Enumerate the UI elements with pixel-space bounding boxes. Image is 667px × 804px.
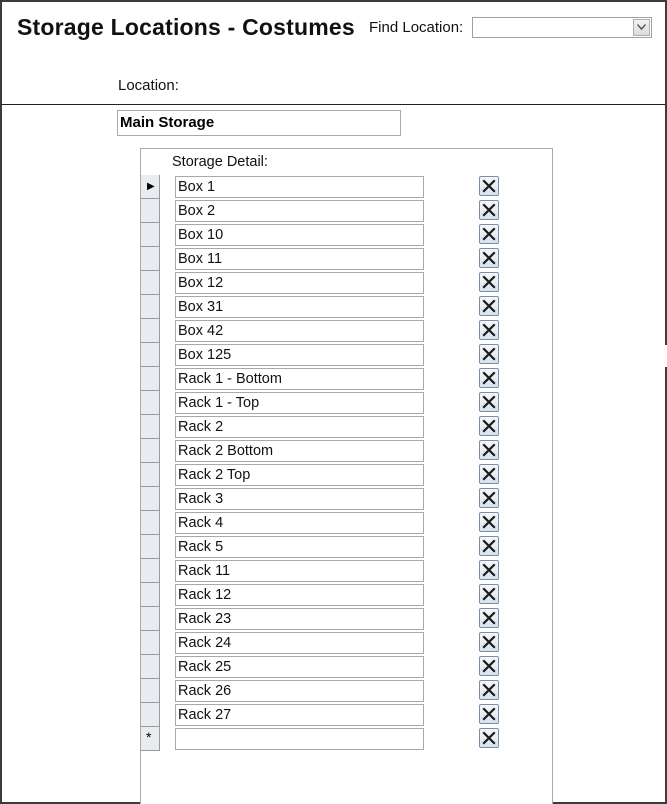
find-location-combobox[interactable] <box>472 17 652 38</box>
record-selector[interactable] <box>141 655 160 679</box>
record-selector[interactable] <box>141 223 160 247</box>
storage-detail-field[interactable]: Box 42 <box>175 320 424 342</box>
storage-detail-row <box>141 487 541 511</box>
storage-detail-field[interactable]: Rack 5 <box>175 536 424 558</box>
delete-button[interactable] <box>479 368 499 388</box>
record-selector[interactable] <box>141 679 160 703</box>
delete-x-icon <box>482 203 496 217</box>
delete-x-icon <box>482 227 496 241</box>
delete-button[interactable] <box>479 632 499 652</box>
header-divider <box>2 104 665 105</box>
storage-detail-row <box>141 607 541 631</box>
delete-button[interactable] <box>479 464 499 484</box>
storage-detail-field[interactable]: Rack 2 Bottom <box>175 440 424 462</box>
delete-button[interactable] <box>479 488 499 508</box>
delete-button[interactable] <box>479 536 499 556</box>
record-selector[interactable] <box>141 391 160 415</box>
page-title: Storage Locations - Costumes <box>17 14 355 40</box>
storage-detail-row <box>141 247 541 271</box>
delete-x-icon <box>482 635 496 649</box>
record-selector[interactable] <box>141 367 160 391</box>
record-selector[interactable] <box>141 535 160 559</box>
record-selector[interactable] <box>141 415 160 439</box>
storage-detail-row <box>141 391 541 415</box>
record-selector[interactable] <box>141 175 160 199</box>
storage-detail-field[interactable]: Box 2 <box>175 200 424 222</box>
chevron-down-icon <box>637 24 646 30</box>
record-selector[interactable] <box>141 703 160 727</box>
storage-detail-row <box>141 703 541 727</box>
delete-x-icon <box>482 539 496 553</box>
storage-detail-row <box>141 463 541 487</box>
storage-detail-field[interactable]: Rack 26 <box>175 680 424 702</box>
storage-detail-row <box>141 295 541 319</box>
delete-x-icon <box>482 587 496 601</box>
record-selector[interactable] <box>141 343 160 367</box>
delete-x-icon <box>482 251 496 265</box>
delete-button[interactable] <box>479 272 499 292</box>
storage-detail-field[interactable]: Box 12 <box>175 272 424 294</box>
storage-detail-label: Storage Detail: <box>172 154 268 170</box>
storage-detail-row <box>141 439 541 463</box>
delete-x-icon <box>482 515 496 529</box>
storage-detail-field[interactable]: Rack 25 <box>175 656 424 678</box>
storage-detail-field[interactable]: Rack 4 <box>175 512 424 534</box>
storage-detail-field[interactable]: Box 31 <box>175 296 424 318</box>
storage-detail-row <box>141 175 541 199</box>
record-selector[interactable] <box>141 727 160 751</box>
delete-button[interactable] <box>479 320 499 340</box>
current-record-icon: ▶ <box>147 181 155 192</box>
find-location-label: Find Location: <box>369 19 464 36</box>
storage-detail-row <box>141 319 541 343</box>
delete-button[interactable] <box>479 224 499 244</box>
record-selector[interactable] <box>141 511 160 535</box>
storage-detail-row <box>141 679 541 703</box>
delete-button[interactable] <box>479 584 499 604</box>
record-selector[interactable] <box>141 463 160 487</box>
delete-x-icon <box>482 371 496 385</box>
record-selector[interactable] <box>141 271 160 295</box>
storage-detail-field[interactable]: Rack 24 <box>175 632 424 654</box>
delete-x-icon <box>482 659 496 673</box>
delete-x-icon <box>482 179 496 193</box>
storage-detail-field[interactable]: Rack 23 <box>175 608 424 630</box>
delete-x-icon <box>482 323 496 337</box>
location-field[interactable]: Main Storage <box>117 110 401 136</box>
storage-detail-field[interactable]: Box 10 <box>175 224 424 246</box>
record-selector[interactable] <box>141 295 160 319</box>
delete-button[interactable] <box>479 176 499 196</box>
storage-detail-field[interactable]: Box 1 <box>175 176 424 198</box>
storage-detail-row <box>141 223 541 247</box>
delete-button[interactable] <box>479 392 499 412</box>
storage-detail-field[interactable]: Rack 12 <box>175 584 424 606</box>
delete-button[interactable] <box>479 296 499 316</box>
storage-detail-row <box>141 631 541 655</box>
storage-detail-field[interactable]: Rack 11 <box>175 560 424 582</box>
dropdown-button[interactable] <box>633 19 650 36</box>
delete-button[interactable] <box>479 656 499 676</box>
delete-button[interactable] <box>479 416 499 436</box>
storage-detail-field[interactable]: Box 11 <box>175 248 424 270</box>
storage-detail-row <box>141 343 541 367</box>
delete-x-icon <box>482 443 496 457</box>
delete-x-icon <box>482 299 496 313</box>
storage-detail-field[interactable]: Box 125 <box>175 344 424 366</box>
record-selector[interactable] <box>141 247 160 271</box>
delete-button[interactable] <box>479 344 499 364</box>
storage-detail-row <box>141 367 541 391</box>
storage-detail-row <box>141 583 541 607</box>
record-selector[interactable] <box>141 631 160 655</box>
storage-detail-field[interactable]: Rack 2 <box>175 416 424 438</box>
delete-button[interactable] <box>479 728 499 748</box>
storage-detail-field[interactable]: Rack 1 - Top <box>175 392 424 414</box>
delete-button[interactable] <box>479 608 499 628</box>
delete-button[interactable] <box>479 680 499 700</box>
new-record-row <box>141 727 541 751</box>
storage-detail-row <box>141 535 541 559</box>
delete-x-icon <box>482 275 496 289</box>
delete-x-icon <box>482 395 496 409</box>
delete-x-icon <box>482 347 496 361</box>
storage-detail-field[interactable]: Rack 1 - Bottom <box>175 368 424 390</box>
storage-detail-field[interactable]: Rack 2 Top <box>175 464 424 486</box>
delete-x-icon <box>482 467 496 481</box>
location-label: Location: <box>118 77 179 94</box>
storage-detail-row <box>141 559 541 583</box>
record-selector[interactable] <box>141 559 160 583</box>
delete-button[interactable] <box>479 200 499 220</box>
delete-x-icon <box>482 683 496 697</box>
storage-detail-row <box>141 415 541 439</box>
storage-detail-field[interactable]: Rack 3 <box>175 488 424 510</box>
record-selector[interactable] <box>141 319 160 343</box>
delete-button[interactable] <box>479 248 499 268</box>
record-selector[interactable] <box>141 487 160 511</box>
storage-detail-row <box>141 271 541 295</box>
delete-x-icon <box>482 707 496 721</box>
storage-detail-row <box>141 511 541 535</box>
storage-detail-row <box>141 655 541 679</box>
new-record-icon: * <box>146 729 152 745</box>
storage-detail-field[interactable]: Rack 27 <box>175 704 424 726</box>
delete-x-icon <box>482 419 496 433</box>
delete-button[interactable] <box>479 560 499 580</box>
record-selector[interactable] <box>141 607 160 631</box>
delete-button[interactable] <box>479 512 499 532</box>
storage-detail-field[interactable] <box>175 728 424 750</box>
delete-x-icon <box>482 731 496 745</box>
record-selector[interactable] <box>141 583 160 607</box>
delete-button[interactable] <box>479 704 499 724</box>
delete-x-icon <box>482 611 496 625</box>
record-selector[interactable] <box>141 199 160 223</box>
delete-x-icon <box>482 491 496 505</box>
delete-button[interactable] <box>479 440 499 460</box>
storage-detail-row <box>141 199 541 223</box>
delete-x-icon <box>482 563 496 577</box>
record-selector[interactable] <box>141 439 160 463</box>
